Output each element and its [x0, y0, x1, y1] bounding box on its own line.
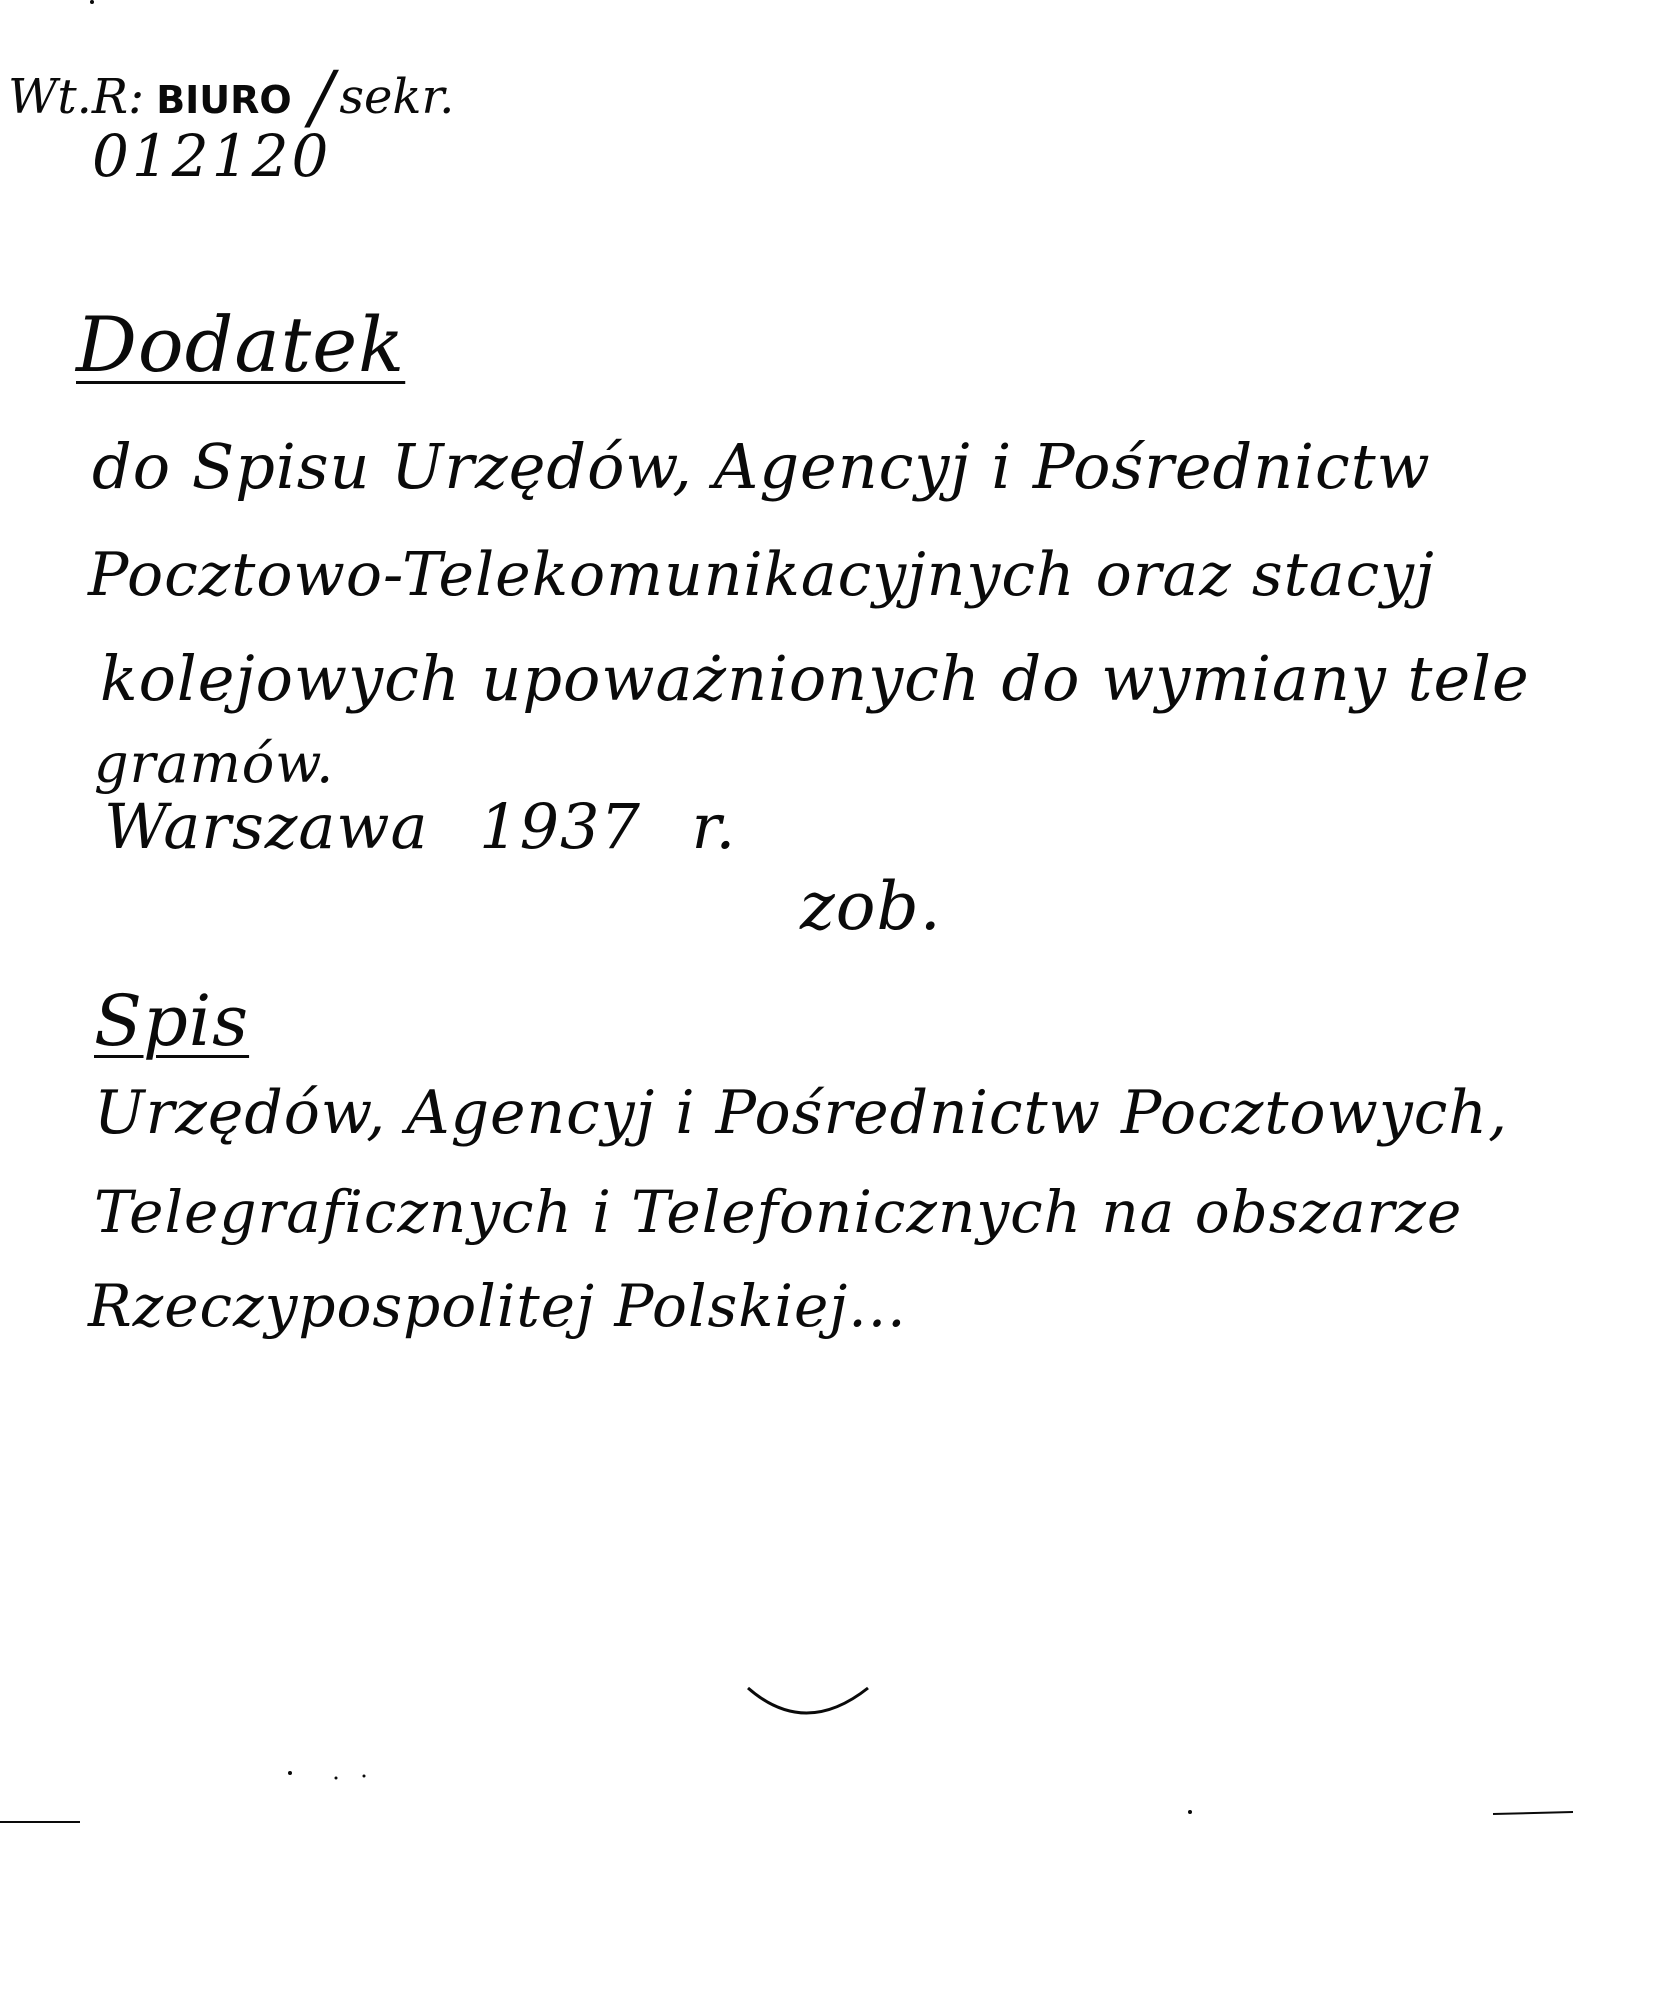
reference-line: Telegraficznych i Telefonicznych na obszarze [94, 1178, 1463, 1246]
speck [335, 1777, 338, 1780]
speck [288, 1771, 292, 1775]
place-year: Warszawa 1937 r. [104, 790, 737, 863]
description-line: gramów. [94, 732, 335, 795]
description-line: Pocztowo-Telekomunikacyjnych oraz stacyj [88, 540, 1435, 610]
description-line: kolejowych upoważnionych do wymiany tele [100, 642, 1530, 715]
biuro-stamp: BIURO [156, 78, 292, 122]
speck [363, 1775, 366, 1778]
signature-slash: / [309, 56, 334, 138]
signature-suffix: sekr. [339, 69, 455, 125]
call-number: 012120 [92, 122, 332, 190]
curve-mark [748, 1688, 868, 1713]
description-line: do Spisu Urzędów, Agencyj i Pośrednictw [92, 430, 1431, 503]
speck [90, 0, 94, 4]
speck [1188, 1810, 1192, 1814]
reference-title: Spis [94, 980, 250, 1062]
signature-prefix: Wt.R: [8, 69, 145, 125]
right-rule [1493, 1812, 1573, 1814]
card-title: Dodatek [76, 300, 406, 389]
see-reference: zob. [800, 868, 942, 945]
reference-line: Rzeczypospolitej Polskiej... [88, 1272, 907, 1340]
reference-line: Urzędów, Agencyj i Pośrednictw Pocztowych, [94, 1078, 1509, 1148]
